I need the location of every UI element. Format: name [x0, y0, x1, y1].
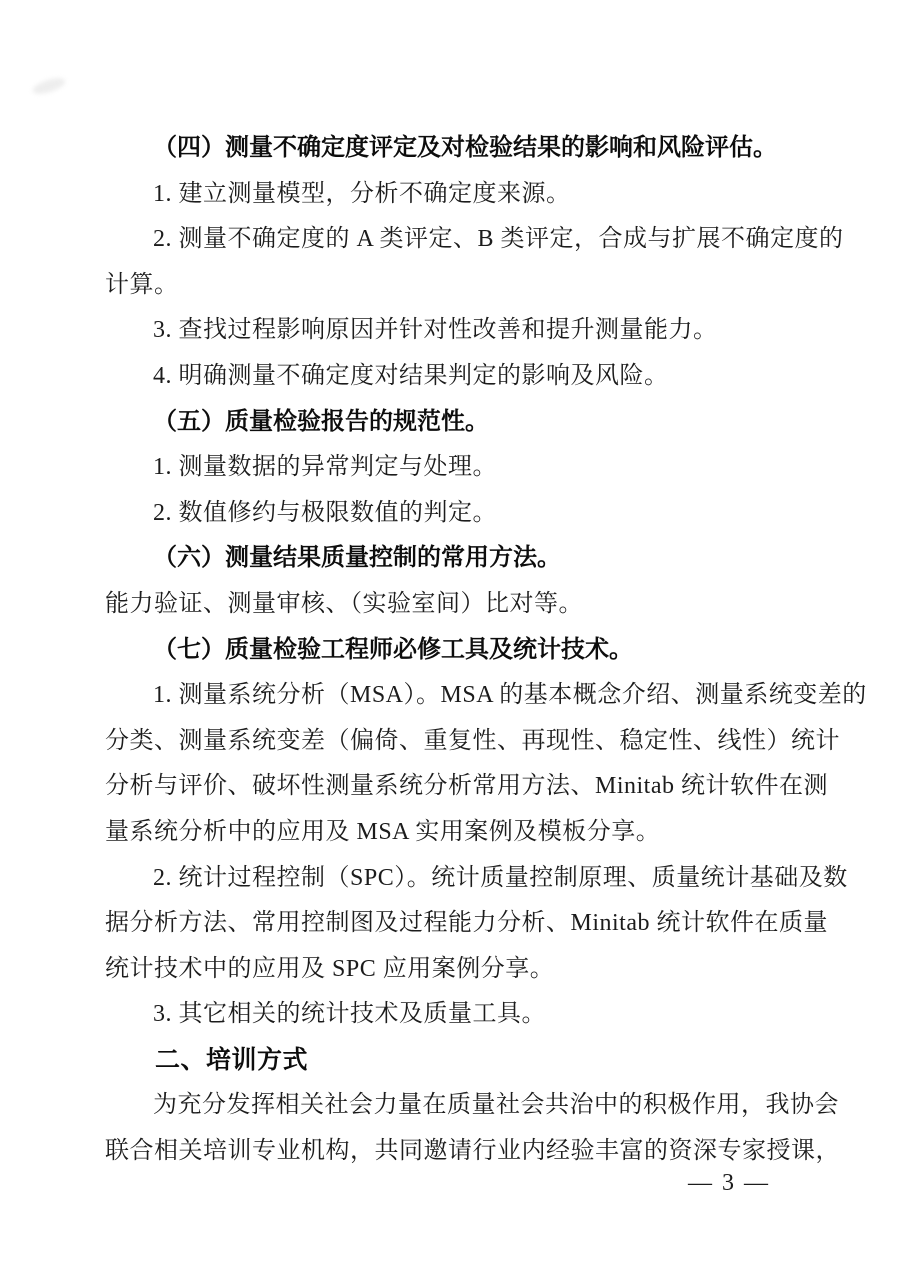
text-line: 统计技术中的应用及 SPC 应用案例分享。	[105, 955, 555, 982]
text-line: 分类、测量系统变差（偏倚、重复性、再现性、稳定性、线性）统计	[105, 727, 840, 754]
text-line: 2. 测量不确定度的 A 类评定、B 类评定，合成与扩展不确定度的	[153, 226, 844, 253]
text-line: 据分析方法、常用控制图及过程能力分析、Minitab 统计软件在质量	[105, 910, 828, 937]
text-line: 2. 统计过程控制（SPC）。统计质量控制原理、质量统计基础及数	[153, 864, 848, 891]
text-line: 1. 测量系统分析（MSA）。MSA 的基本概念介绍、测量系统变差的	[153, 682, 867, 709]
text-line: 4. 明确测量不确定度对结果判定的影响及风险。	[153, 362, 669, 389]
text-line: 量系统分析中的应用及 MSA 实用案例及模板分享。	[105, 818, 661, 845]
section-heading: （五）质量检验报告的规范性。	[153, 408, 489, 435]
section-heading: （四）测量不确定度评定及对检验结果的影响和风险评估。	[153, 135, 777, 161]
text-line: 能力验证、测量审核、（实验室间）比对等。	[105, 590, 583, 617]
text-line: 为充分发挥相关社会力量在质量社会共治中的积极作用，我协会	[153, 1092, 839, 1119]
document-body	[105, 126, 867, 1175]
chapter-heading: 二、培训方式	[155, 1045, 309, 1074]
text-line: 计算。	[105, 271, 179, 298]
page-number: — 3 —	[688, 1170, 770, 1196]
scan-smudge-artifact	[31, 75, 67, 97]
text-line: 分析与评价、破坏性测量系统分析常用方法、Minitab 统计软件在测	[105, 773, 828, 800]
section-heading: （六）测量结果质量控制的常用方法。	[153, 545, 561, 572]
text-line: 3. 其它相关的统计技术及质量工具。	[153, 1001, 546, 1028]
text-line: 3. 查找过程影响原因并针对性改善和提升测量能力。	[153, 317, 718, 344]
text-line: 2. 数值修约与极限数值的判定。	[153, 499, 497, 526]
text-line: 1. 测量数据的异常判定与处理。	[153, 454, 497, 481]
section-heading: （七）质量检验工程师必修工具及统计技术。	[153, 636, 633, 663]
text-line: 联合相关培训专业机构，共同邀请行业内经验丰富的资深专家授课，	[105, 1138, 840, 1165]
text-line: 1. 建立测量模型，分析不确定度来源。	[153, 180, 571, 207]
